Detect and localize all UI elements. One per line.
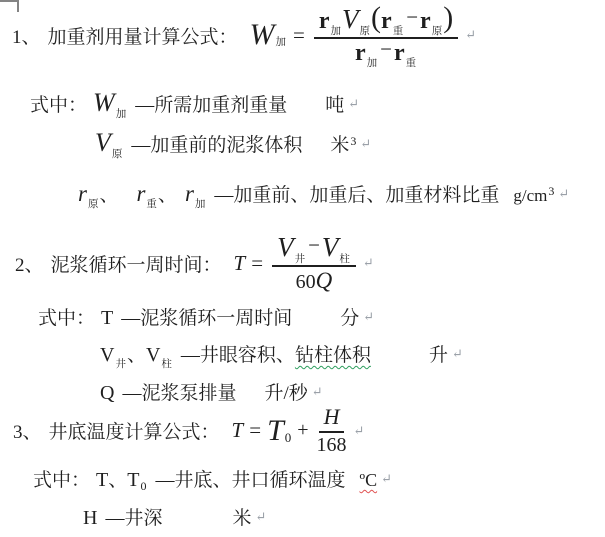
- f2-fraction: [272, 234, 356, 292]
- description: —泥浆循环一周时间: [121, 308, 293, 329]
- f2-where-row-2: [100, 340, 463, 370]
- item-1-title: 加重剂用量计算公式：: [47, 26, 238, 48]
- f2-numerator: [272, 234, 356, 267]
- f1-num-r-orig: r: [420, 8, 431, 34]
- f1-den-r-add-sub: 加: [366, 58, 378, 69]
- f3-equals-sign: =: [249, 418, 262, 442]
- f2-num-v-pipe-sub: 柱: [339, 254, 350, 265]
- symbol-v-sub: 原: [111, 149, 123, 160]
- f1-fraction: [314, 1, 458, 69]
- f1-lhs-subscript: 加: [275, 36, 287, 48]
- unit: 米: [232, 508, 252, 529]
- symbol-v: V: [95, 128, 111, 157]
- f1-den-r-heavy: r: [393, 40, 405, 66]
- item-3-title: 井底温度计算公式：: [48, 422, 220, 443]
- symbol-t: T: [101, 307, 114, 329]
- f2-num-v-pipe: V: [321, 232, 339, 262]
- paragraph-mark-icon: ↵: [353, 422, 365, 438]
- paragraph-mark-icon: ↵: [255, 508, 267, 524]
- f3-lhs-variable: T: [231, 418, 244, 442]
- f1-den-r-add: r: [354, 40, 366, 66]
- f2-den-coefficient: 60: [295, 271, 316, 293]
- symbol-t0-sub: 0: [140, 479, 147, 493]
- paragraph-mark-icon: ↵: [360, 135, 372, 151]
- symbol-w: W: [93, 88, 115, 117]
- f2-where-row-3: [100, 378, 323, 405]
- where-label: 式中：: [30, 95, 88, 116]
- f3-num-h-variable: H: [323, 404, 340, 429]
- f1-numerator: [314, 1, 458, 39]
- f1-den-r-heavy-sub: 重: [405, 58, 417, 69]
- where-label: 式中：: [38, 308, 96, 329]
- paragraph-mark-icon: ↵: [363, 308, 375, 324]
- f3-denominator: [317, 433, 347, 455]
- f1-num-r-add: r: [318, 8, 330, 34]
- paragraph-mark-icon: ↵: [381, 470, 392, 486]
- f1-num-v-orig: V: [342, 4, 359, 34]
- unit: 米: [330, 135, 350, 156]
- separator: 、: [108, 470, 128, 491]
- f3-numerator: [319, 406, 345, 433]
- f2-lhs-variable: T: [233, 250, 246, 275]
- f3-den-constant: 168: [316, 434, 347, 456]
- symbol-r-heavy-sub: 重: [146, 199, 157, 210]
- f3-where-row-2: [83, 503, 266, 530]
- symbol-v-well: V: [100, 344, 115, 366]
- f2-denominator: [296, 267, 333, 292]
- f2-num-v-well-sub: 井: [294, 254, 306, 265]
- description: —所需加重剂重量: [135, 95, 288, 116]
- unit: 升: [428, 345, 448, 366]
- f2-num-v-well: V: [277, 232, 294, 262]
- f3-t0-subscript: 0: [284, 429, 292, 445]
- f1-lhs-variable: W: [249, 18, 275, 51]
- symbol-v-pipe-sub: 柱: [161, 359, 172, 370]
- f1-right-paren: ): [443, 1, 454, 34]
- paragraph-mark-icon: ↵: [451, 345, 463, 361]
- item-2-number: 2、: [15, 254, 44, 276]
- f1-where-row-2: [95, 128, 372, 160]
- f1-equals-sign: =: [293, 22, 305, 47]
- f3-t0-variable: T: [267, 413, 284, 447]
- paragraph-mark-icon: ↵: [558, 185, 570, 201]
- description-spellcheck-green: 钻柱体积: [294, 345, 371, 366]
- f1-where-row-3: [78, 180, 570, 210]
- description: —井深: [105, 508, 163, 529]
- formula-1-line: [12, 1, 477, 69]
- unit: 吨: [325, 95, 345, 116]
- f1-num-r-heavy-sub: 重: [392, 26, 404, 37]
- description: —加重前、加重后、加重材料比重: [214, 185, 500, 206]
- f2-num-minus-sign: −: [308, 233, 320, 257]
- symbol-v-pipe: V: [145, 344, 161, 366]
- symbol-t0: T: [127, 469, 140, 491]
- symbol-w-sub: 加: [115, 109, 127, 120]
- unit: g/cm: [513, 186, 548, 205]
- symbol-q: Q: [100, 382, 115, 404]
- item-1-number: 1、: [12, 26, 41, 48]
- symbol-r-add: r: [184, 181, 194, 206]
- formula-2-line: [15, 234, 374, 292]
- description: —井底、井口循环温度: [155, 470, 346, 491]
- f3-plus-sign: +: [297, 419, 309, 441]
- f3-where-row-1: [33, 465, 392, 492]
- separator: 、: [126, 345, 146, 366]
- paragraph-mark-icon: ↵: [311, 383, 323, 399]
- f1-left-paren: (: [371, 1, 382, 34]
- f1-denominator: [354, 37, 417, 69]
- symbol-r-orig: r: [78, 181, 87, 206]
- formula-3-line: [13, 406, 364, 455]
- symbol-t: T: [96, 469, 109, 491]
- where-label: 式中：: [33, 470, 91, 491]
- description: —泥浆泵排量: [122, 383, 237, 404]
- unit: 分: [340, 308, 360, 329]
- f2-where-row-1: [38, 303, 374, 330]
- paragraph-mark-icon: ↵: [465, 27, 477, 42]
- f1-num-r-heavy: r: [381, 8, 392, 34]
- separator: 、: [157, 185, 177, 206]
- f2-equals-sign: =: [251, 250, 264, 275]
- symbol-h: H: [83, 507, 98, 529]
- description: —加重前的泥浆体积: [131, 135, 303, 156]
- separator: 、: [99, 185, 119, 206]
- f1-num-r-orig-sub: 原: [431, 26, 443, 37]
- f1-num-r-add-sub: 加: [330, 26, 342, 37]
- description: —井眼容积、: [180, 345, 295, 366]
- f3-fraction: [317, 406, 347, 455]
- symbol-r-orig-sub: 原: [87, 199, 99, 210]
- unit-superscript: 3: [548, 184, 555, 198]
- item-2-title: 泥浆循环一周时间：: [50, 254, 222, 276]
- unit-superscript: 3: [350, 134, 357, 148]
- f1-where-row-1: [30, 88, 360, 120]
- symbol-r-add-sub: 加: [194, 199, 206, 210]
- symbol-v-well-sub: 井: [115, 359, 126, 370]
- unit-spellcheck-red: ºC: [359, 470, 378, 490]
- paragraph-mark-icon: ↵: [362, 255, 374, 270]
- f2-den-q-variable: Q: [315, 268, 333, 293]
- item-3-number: 3、: [13, 422, 42, 443]
- f1-num-v-orig-sub: 原: [359, 26, 371, 37]
- paragraph-mark-icon: ↵: [348, 95, 360, 111]
- symbol-r-heavy: r: [136, 181, 146, 206]
- f1-den-minus-sign: −: [380, 37, 392, 61]
- unit: 升/秒: [264, 383, 308, 404]
- f1-num-minus-sign: −: [406, 5, 419, 29]
